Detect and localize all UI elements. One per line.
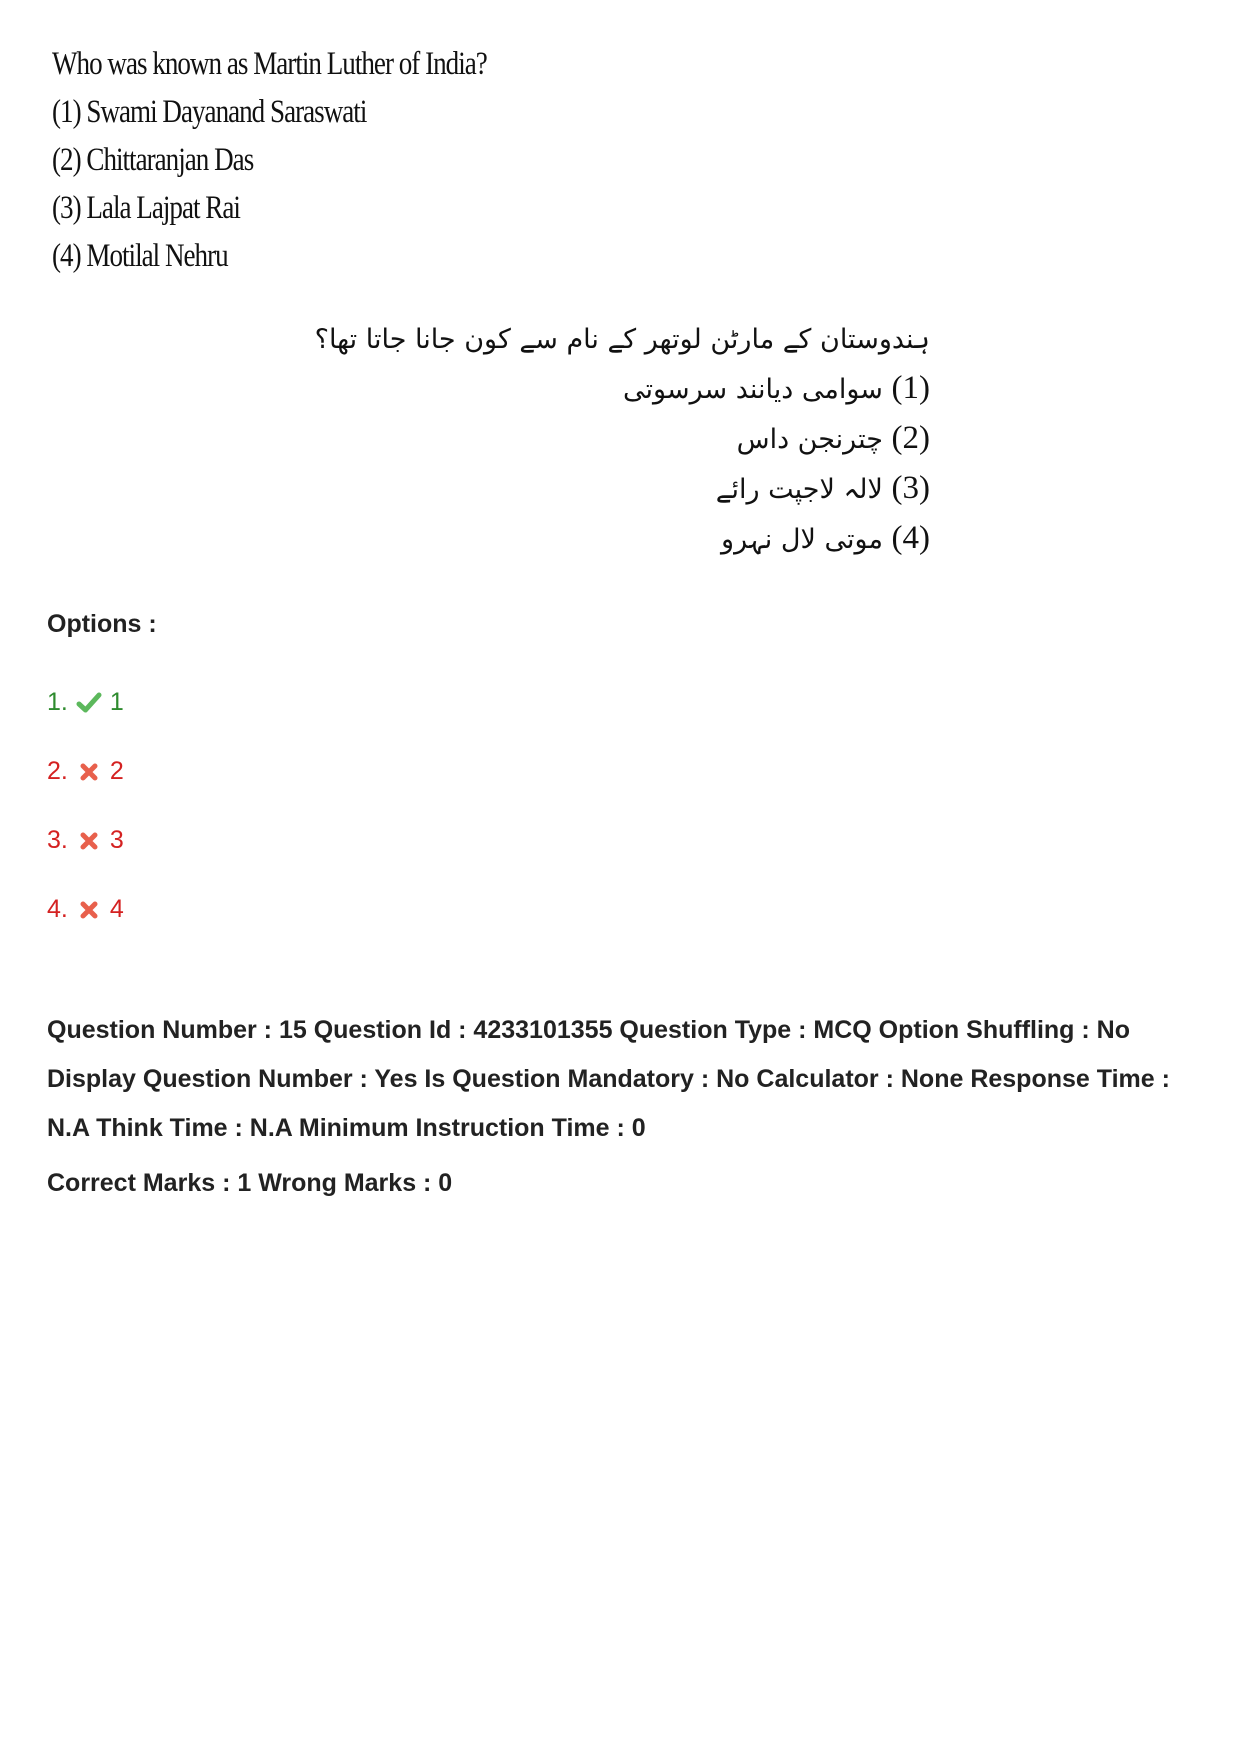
cross-icon [76,759,102,785]
question-option-urdu-1-number: (1) [891,370,930,406]
cross-icon [76,897,102,923]
question-option-urdu-3 [490,464,930,514]
check-icon [76,690,102,716]
answer-option-index: 2. [47,757,68,785]
question-option-english-4: (4) Motilal Nehru [52,238,228,274]
answer-option-value: 1 [109,688,124,716]
answer-option-4 [47,895,124,924]
question-option-english-3: (3) Lala Lajpat Rai [52,190,240,226]
question-option-english-2: (2) Chittaranjan Das [52,142,254,178]
answer-option-index: 4. [47,895,68,923]
question-option-urdu-2-number: (2) [891,420,930,456]
question-option-urdu-2 [490,414,930,464]
question-details: Question Number : 15 Question Id : 4233101355 Question Type : MCQ Option Shuffling : No Display Question Number : Yes Is Question Mandatory : No Calculator : None Response Time : N.A Think Time : N.A Minimum Instruction Time : 0 [47,1016,1170,1142]
question-urdu [314,324,930,564]
question-option-urdu-4-text: موتی لال نہرو [721,524,883,555]
answer-option-index: 3. [47,826,68,854]
question-option-urdu-3-text: لالہ لاجپت رائے [715,474,883,505]
question-option-urdu-2-text: چترنجن داس [736,424,883,455]
marks-details: Correct Marks : 1 Wrong Marks : 0 [47,1169,453,1197]
answer-option-index: 1. [47,688,68,716]
question-option-urdu-4-number: (4) [891,520,930,556]
question-option-urdu-4 [490,514,930,564]
question-stem-urdu: ہندوستان کے مارٹن لوتھر کے نام سے کون جانا جاتا تھا؟ [314,324,930,355]
cross-icon [76,828,102,854]
question-option-urdu-1-text: سوامی دیانند سرسوتی [623,374,883,405]
question-option-english-1: (1) Swami Dayanand Saraswati [52,94,367,130]
answer-option-value: 3 [109,826,124,854]
question-option-urdu-3-number: (3) [891,470,930,506]
question-stem-english: Who was known as Martin Luther of India? [52,46,487,82]
options-heading: Options : [47,610,157,638]
answer-option-3 [47,826,124,855]
question-english [52,40,532,280]
question-option-urdu-1 [490,364,930,414]
answer-option-value: 2 [109,757,124,785]
answer-option-1 [47,688,124,717]
answer-option-value: 4 [109,895,124,923]
answer-option-2 [47,757,124,786]
